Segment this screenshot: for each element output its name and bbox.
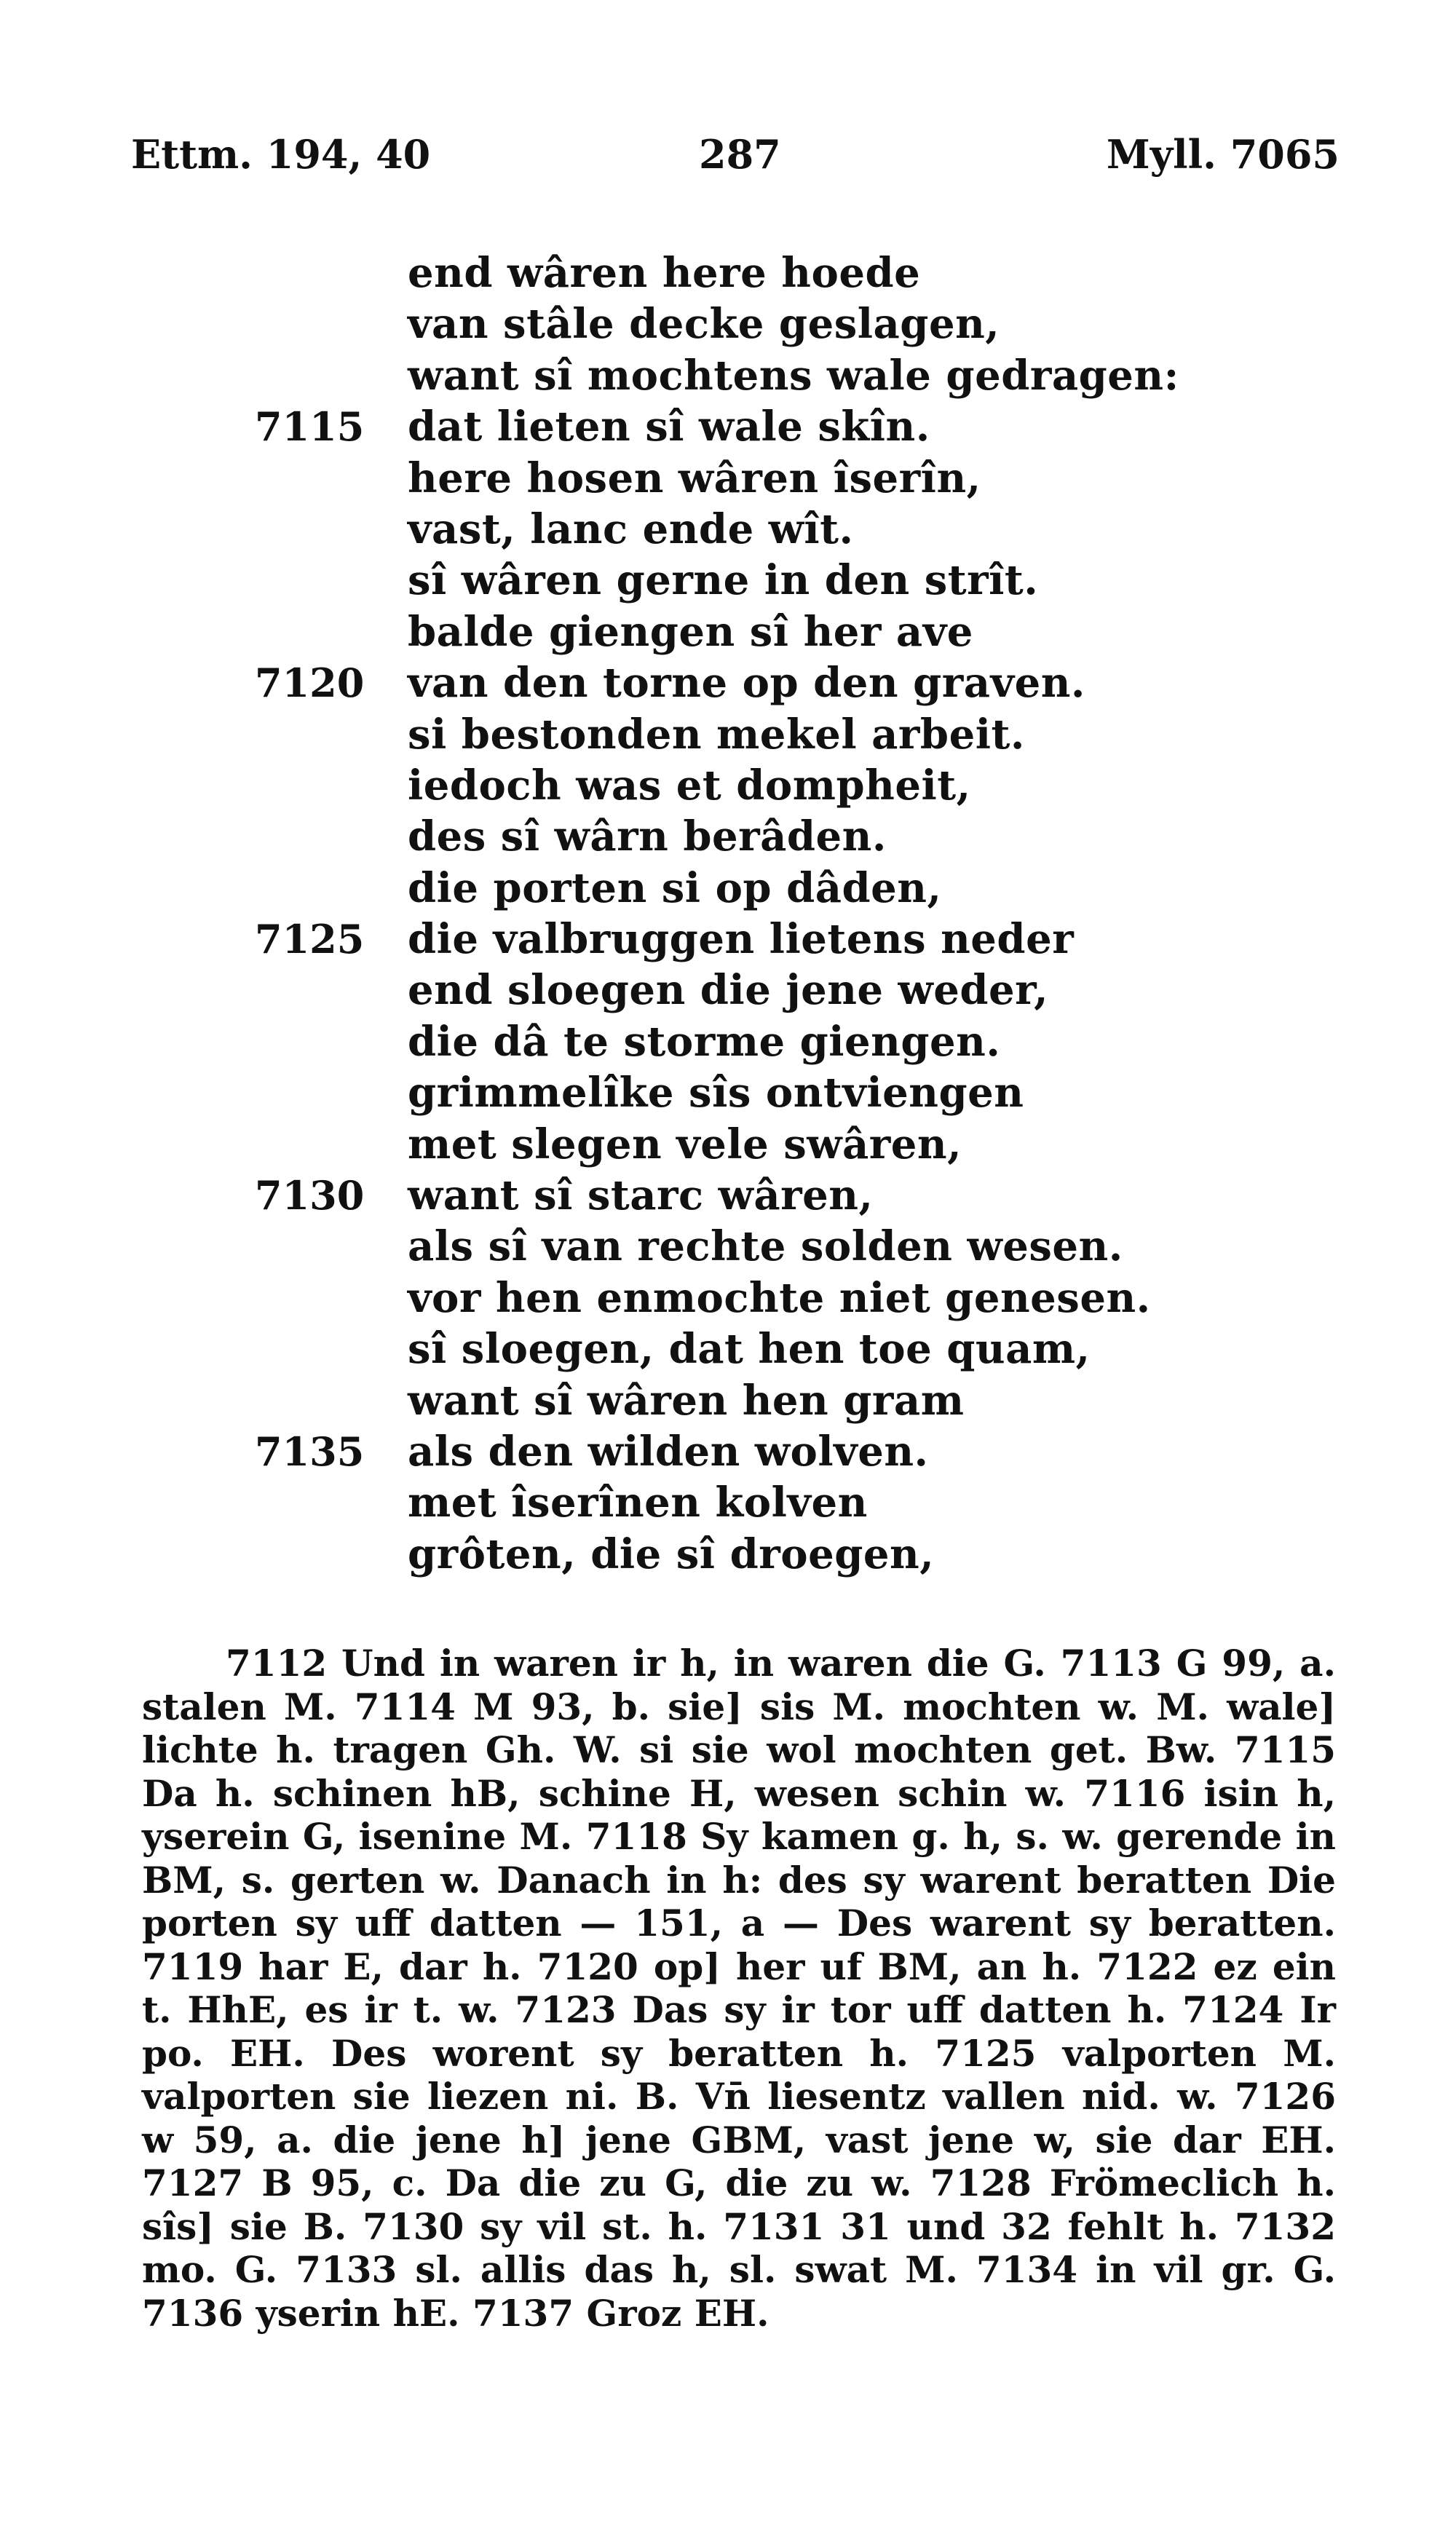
verse-line: [0, 760, 1456, 811]
apparatus-text: 7112 Und in waren ir h, in waren die G. 7113 G 99, a. stalen M. 7114 M 93, b. sie] sis M. mochten w. M. wale] lichte h. tragen Gh. W. si sie wol mochten get. Bw. 7115 Da h. schinen hB, schine H, wesen schin w. 7116 isin h, yserein G, isenine M. 7118 Sy kamen g. h, s. w. gerende in BM, s. gerten w. Danach in h: des sy warent beratten Die porten sy uff datten — 151, a — Des warent sy beratten. 7119 har E, dar h. 7120 op] her uf BM, an h. 7122 ez ein t. HhE, es ir t. w. 7123 Das sy ir tor uff datten h. 7124 Ir po. EH. Des worent sy beratten h. 7125 valporten M. valporten sie liezen ni. B. Vn̄ liesentz vallen nid. w. 7126 w 59, a. die jene h] jene GBM, vast jene w, sie dar EH. 7127 B 95, c. Da die zu G, die zu w. 7128 Frömeclich h. sîs] sie B. 7130 sy vil st. h. 7131 31 und 32 fehlt h. 7132 mo. G. 7133 sl. allis das h, sl. swat M. 7134 in vil gr. G. 7136 yserin hE. 7137 Groz EH.: [142, 1642, 1336, 2335]
verse-line: [0, 811, 1456, 862]
line-number: 7120: [255, 660, 365, 707]
running-header: [131, 131, 1340, 189]
verse-line: [0, 1119, 1456, 1170]
verse-line-text: balde giengen sî her ave: [408, 607, 973, 656]
verse-line-text: sî sloegen, dat hen toe quam,: [408, 1325, 1091, 1374]
header-right-reference: Myll. 7065: [1106, 131, 1340, 178]
verse-line-text: des sî wârn berâden.: [408, 812, 887, 861]
verse-line: [0, 1477, 1456, 1528]
verse-line-text: grimmelîke sîs ontviengen: [408, 1069, 1024, 1117]
verse-line-text: die porten si op dâden,: [408, 863, 942, 912]
page-number: 287: [699, 131, 781, 178]
verse-line-text: end wâren here hoede: [408, 249, 921, 297]
verse-line: [0, 1170, 1456, 1221]
verse-line-text: want sî starc wâren,: [408, 1171, 874, 1220]
verse-line: [0, 350, 1456, 401]
verse-line-text: als den wilden wolven.: [408, 1427, 929, 1476]
verse-line: [0, 401, 1456, 452]
verse-line-text: van den torne op den graven.: [408, 659, 1085, 708]
verse-line-text: sî wâren gerne in den strît.: [408, 556, 1039, 605]
verse-line-text: als sî van rechte solden wesen.: [408, 1222, 1123, 1271]
verse-line-text: met slegen vele swâren,: [408, 1120, 962, 1168]
verse-line: [0, 1426, 1456, 1477]
verse-line-text: want sî wâren hen gram: [408, 1376, 965, 1425]
verse-line-text: si bestonden mekel arbeit.: [408, 710, 1025, 759]
verse-line-text: end sloegen die jene weder,: [408, 966, 1049, 1015]
verse-line-text: vor hen enmochte niet genesen.: [408, 1273, 1151, 1322]
verse-line-text: here hosen wâren îserîn,: [408, 454, 981, 502]
verse-line: [0, 1016, 1456, 1067]
verse-line: [0, 1324, 1456, 1374]
verse-line: [0, 1221, 1456, 1272]
verse-line-text: iedoch was et dompheit,: [408, 761, 971, 810]
verse-line: [0, 965, 1456, 1016]
verse-line-text: grôten, die sî droegen,: [408, 1530, 935, 1578]
verse-line-text: die valbruggen lietens neder: [408, 915, 1075, 964]
verse-text: [0, 248, 1456, 1580]
line-number: 7125: [255, 916, 365, 963]
verse-line: [0, 248, 1456, 298]
verse-line-text: met îserînen kolven: [408, 1479, 868, 1527]
verse-line: [0, 1067, 1456, 1118]
verse-line-text: van stâle decke geslagen,: [408, 300, 1000, 349]
verse-line-text: die dâ te storme giengen.: [408, 1017, 1001, 1066]
verse-line: [0, 709, 1456, 760]
line-number: 7115: [255, 403, 365, 451]
verse-line: [0, 1273, 1456, 1324]
verse-line: [0, 555, 1456, 606]
verse-line: [0, 1529, 1456, 1580]
verse-line-text: vast, lanc ende wît.: [408, 505, 854, 553]
header-left-reference: Ettm. 194, 40: [131, 131, 431, 178]
verse-line: [0, 863, 1456, 914]
critical-apparatus: [142, 1642, 1336, 2335]
verse-line: [0, 657, 1456, 708]
line-number: 7130: [255, 1172, 365, 1219]
verse-line-text: dat lieten sî wale skîn.: [408, 403, 930, 451]
line-number: 7135: [255, 1428, 365, 1475]
verse-line: [0, 1375, 1456, 1426]
verse-line: [0, 453, 1456, 504]
verse-line: [0, 504, 1456, 555]
verse-line-text: want sî mochtens wale gedragen:: [408, 351, 1179, 400]
verse-line: [0, 298, 1456, 349]
verse-line: [0, 914, 1456, 965]
verse-line: [0, 606, 1456, 657]
